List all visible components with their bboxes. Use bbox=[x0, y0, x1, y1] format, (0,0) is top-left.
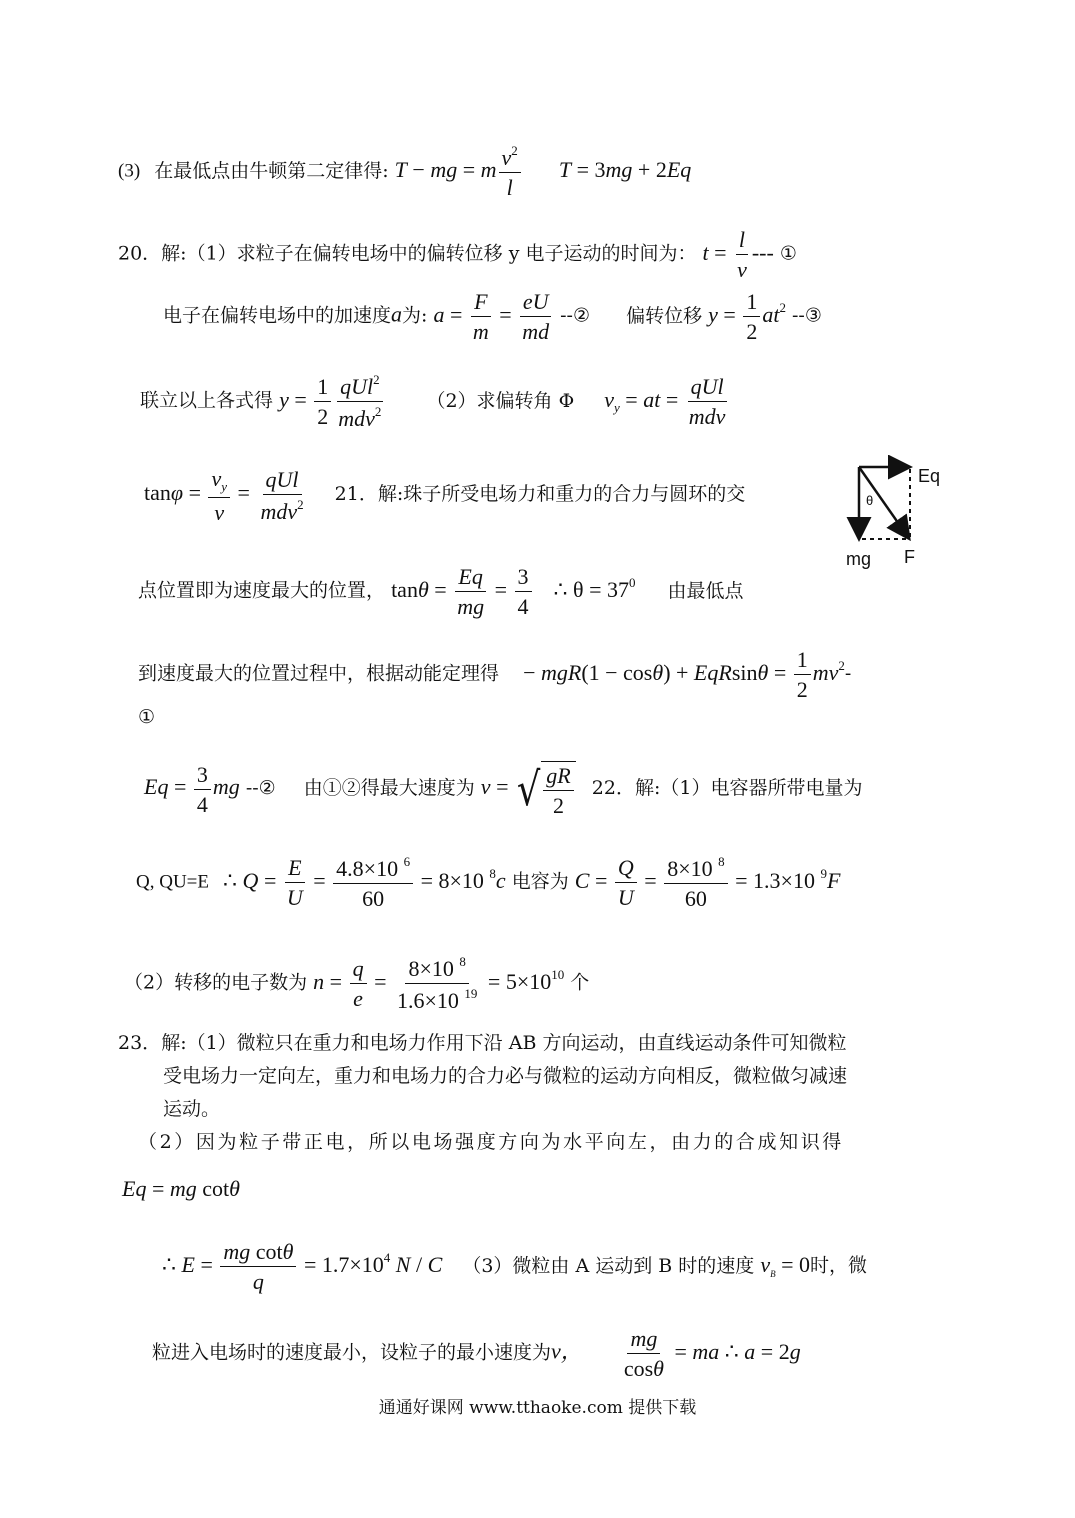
formula-vy: $v_y$ = at = $\frac{\text{qUl}}{\text{mdv}}$ bbox=[604, 374, 726, 430]
mark-2: --② bbox=[245, 777, 276, 800]
line-acceleration bbox=[163, 290, 822, 343]
formula-e: ∴ E = $\frac{\text{mg cotθ}}{q}$ = $1.7\times 10^4$ N / C bbox=[162, 1239, 443, 1295]
formula-n: n = $\frac{q}{e}$ = $\frac{8\times 10 ^8}{1.6\times 10 ^{19}}$ = $5\times 10^{10}$ bbox=[313, 954, 565, 1014]
p23-line1: 23．解:（1）微粒只在重力和电场力作用下沿 AB 方向运动，由直线运动条件可知微粒 bbox=[118, 1032, 847, 1054]
formula-tan-phi: tanφ = $\frac{v_y}{v}$ = $\frac{\text{qUl}}{mdv^2}$ bbox=[144, 466, 304, 525]
line-electron-count bbox=[124, 955, 589, 1012]
problem-23-paragraph bbox=[118, 1027, 963, 1159]
force-diagram bbox=[842, 455, 952, 575]
var-a: a bbox=[391, 301, 403, 327]
p23-line2: 受电场力一定向左，重力和电场力的合力必与微粒的运动方向相反，微粒做匀减速 bbox=[163, 1065, 848, 1087]
formula-vb: $v_B = 0$ bbox=[760, 1251, 811, 1279]
line-capacitor bbox=[136, 855, 840, 910]
formula-eq-cot: Eq = mg cotθ bbox=[122, 1176, 240, 1201]
text: 在最低点由牛顿第二定律得: bbox=[154, 159, 389, 182]
text: 电容为 bbox=[511, 870, 569, 893]
formula-time: t = $\frac{l}{v}$ --- bbox=[702, 227, 774, 283]
text: 偏转位移 bbox=[626, 304, 703, 327]
text: （2）转移的电子数为 bbox=[124, 971, 308, 994]
text: 电子在偏转电场中的加速度 bbox=[163, 304, 392, 327]
line-theta bbox=[138, 565, 744, 618]
line-combine bbox=[140, 373, 730, 430]
label-f: F bbox=[904, 547, 915, 567]
label-theta: θ bbox=[866, 493, 874, 508]
text: 21．解:珠子所受电场力和重力的合力与圆环的交 bbox=[334, 483, 746, 506]
line-max-speed bbox=[144, 761, 862, 817]
text: 粒进入电场时的速度最小，设粒子的最小速度为 bbox=[152, 1341, 552, 1364]
text: 联立以上各式得 bbox=[140, 389, 274, 412]
problem-number: 20．解: bbox=[118, 242, 187, 265]
text: （2）求偏转角 Φ bbox=[426, 389, 575, 412]
formula-c: C = $\frac{Q}{U}$ = $\frac{8\times 10 ^8}{60}$ = 1.3×10 $^9$F bbox=[574, 854, 841, 912]
circled-1-wrap: ① bbox=[138, 706, 156, 728]
formula-displacement: y = $\frac{1}{2}$ $at^2$ bbox=[708, 289, 786, 345]
text: 点位置即为速度最大的位置， bbox=[138, 579, 386, 602]
line-20 bbox=[118, 228, 797, 281]
label-eq: Eq bbox=[918, 466, 941, 486]
text: 22．解:（1）电容器所带电量为 bbox=[591, 777, 863, 800]
formula-tension: T − mg = m $\frac{v^2}{l}$ bbox=[395, 157, 523, 182]
formula-tension-result: T = 3mg + 2Eq bbox=[558, 156, 692, 182]
line-min-speed bbox=[152, 1327, 801, 1380]
formula-min-accel: $\frac{mg}{\cos\theta}$ = ma ∴ a = 2g bbox=[623, 1326, 801, 1382]
label-mg: mg bbox=[846, 549, 872, 569]
line-newton-second-law bbox=[118, 144, 691, 199]
text: 时，微 bbox=[810, 1254, 868, 1277]
text: Q, QU=E bbox=[136, 871, 209, 893]
formula-q: ∴ Q = $\frac{E}{U}$ = $\frac{4.8\times 10 ^6}{60}$ = 8×10 $^8$c bbox=[223, 854, 506, 912]
p23-line4: （2）因为粒子带正电，所以电场强度方向为水平向左，由力的合成知识得 bbox=[138, 1131, 844, 1153]
line-energy-theorem bbox=[138, 648, 851, 701]
formula-y-result: y = $\frac{1}{2}$ $\frac{qUl^2}{mdv^2}$ bbox=[279, 372, 382, 432]
line-e-field bbox=[162, 1240, 867, 1293]
text: 个 bbox=[570, 971, 590, 994]
formula-tan-theta: tanθ = $\frac{Eq}{mg}$ = $\frac{3}{4}$ bbox=[391, 577, 533, 602]
p23-line3: 运动。 bbox=[163, 1098, 221, 1120]
text: 由①②得最大速度为 bbox=[303, 777, 475, 800]
mark-3: --③ bbox=[791, 304, 822, 327]
text: 为: bbox=[402, 304, 428, 327]
formula-eq: Eq = $\frac{3}{4}$ mg bbox=[144, 761, 240, 817]
part-label: (3) bbox=[118, 160, 141, 182]
formula-work-energy: − mgR(1 − cosθ) + EqRsinθ = $\frac{1}{2}$ $mv^2$ bbox=[523, 647, 845, 703]
dash: - bbox=[844, 662, 852, 685]
footer-credit: 通通好课网 www.tthaoke.com 提供下载 bbox=[378, 1398, 697, 1418]
text: 由最低点 bbox=[667, 579, 744, 602]
formula-v-max: v = √ $\frac{gR}{2}$ bbox=[481, 774, 576, 799]
theta-value: ∴ $\theta = 37^0$ bbox=[553, 574, 636, 602]
circled-1: ① bbox=[779, 242, 797, 265]
formula-acceleration: a = $\frac{F}{m}$ = $\frac{eU}{md}$ bbox=[433, 302, 554, 327]
text: （3）微粒由 A 运动到 B 时的速度 bbox=[462, 1254, 755, 1277]
var-v: v， bbox=[551, 1338, 583, 1364]
text: 到速度最大的位置过程中，根据动能定理得 bbox=[138, 662, 500, 685]
line-tan-phi bbox=[144, 467, 745, 524]
text: （1）求粒子在偏转电场中的偏转位移 y 电子运动的时间为： bbox=[186, 242, 697, 265]
mark-2: --② bbox=[560, 304, 591, 327]
